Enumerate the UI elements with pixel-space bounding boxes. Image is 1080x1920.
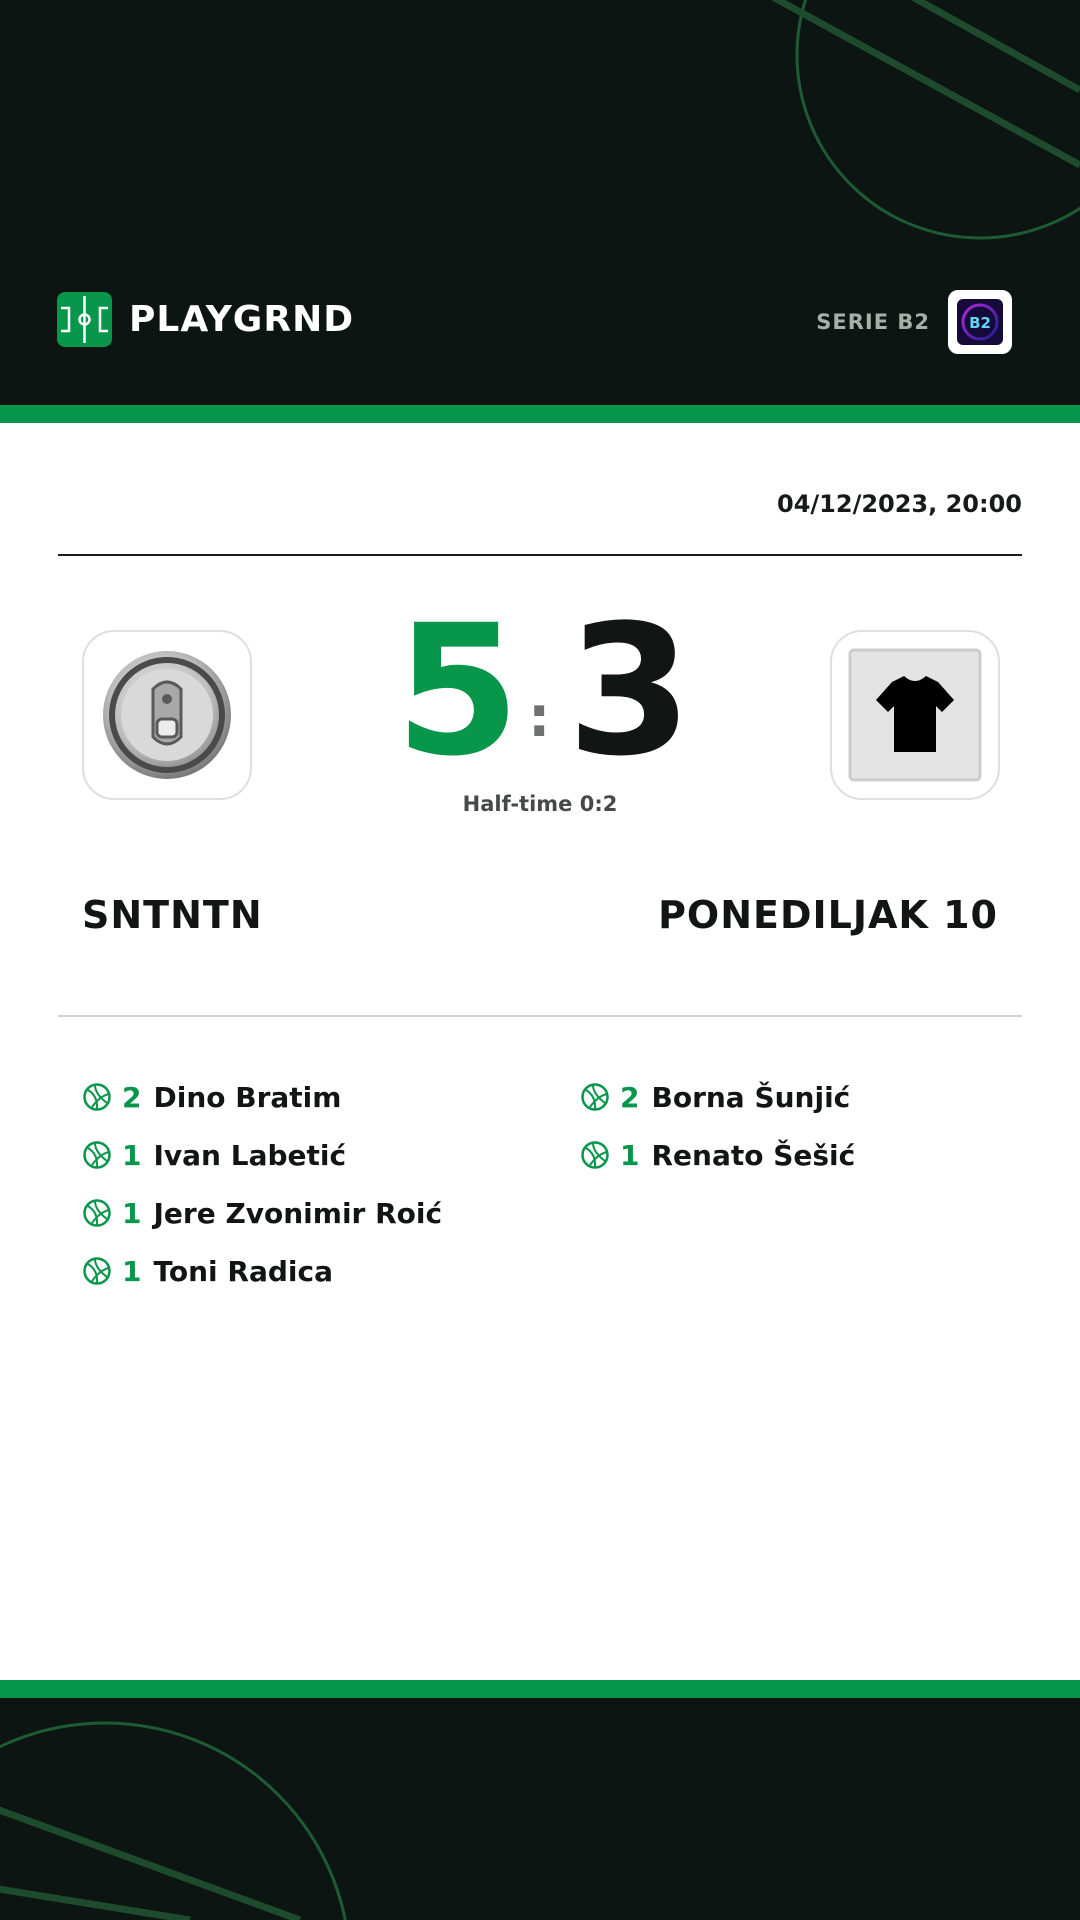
away-scorers-list (580, 1068, 855, 1184)
home-scorers-list (82, 1068, 442, 1300)
scorer-row (82, 1126, 442, 1184)
ball-icon (82, 1198, 112, 1228)
league-badge (948, 290, 1012, 354)
shirt-logo-icon (848, 648, 982, 782)
scorer-name: Toni Radica (153, 1254, 333, 1288)
divider (58, 554, 1022, 556)
brand-name: PLAYGRND (129, 298, 355, 340)
goal-count: 2 (620, 1080, 640, 1114)
scorer-name: Dino Bratim (153, 1080, 342, 1114)
league-logo-icon (957, 299, 1003, 345)
goal-count: 1 (620, 1138, 640, 1172)
league-name: SERIE B2 (816, 310, 930, 334)
ball-icon (580, 1082, 610, 1112)
header-banner (0, 0, 1080, 405)
accent-stripe-top (0, 405, 1080, 423)
scorer-name: Renato Šešić (651, 1138, 856, 1172)
can-tab-logo-icon (101, 649, 233, 781)
brand (57, 290, 354, 348)
goal-count: 1 (122, 1254, 142, 1288)
scorer-row (82, 1068, 442, 1126)
scorer-row (580, 1126, 855, 1184)
scorer-name: Ivan Labetić (153, 1138, 347, 1172)
away-team-name: PONEDILJAK 10 (658, 893, 998, 937)
away-score: 3 (567, 587, 693, 796)
scorer-name: Jere Zvonimir Roić (153, 1196, 443, 1230)
ball-icon (82, 1082, 112, 1112)
league-badge-text: B2 (969, 314, 991, 332)
match-datetime: 04/12/2023, 20:00 (777, 490, 1022, 518)
home-score: 5 (395, 587, 521, 796)
scorer-row (82, 1184, 442, 1242)
home-team-name: SNTNTN (82, 893, 263, 937)
scorer-row (580, 1068, 855, 1126)
goal-count: 2 (122, 1080, 142, 1114)
ball-icon (580, 1140, 610, 1170)
accent-stripe-bottom (0, 1680, 1080, 1698)
pitch-icon (57, 292, 112, 347)
pitch-lines-decoration (0, 1698, 1080, 1920)
divider-light (58, 1015, 1022, 1017)
goal-count: 1 (122, 1138, 142, 1172)
footer-banner (0, 1698, 1080, 1920)
away-team-logo (830, 630, 1000, 800)
goal-count: 1 (122, 1196, 142, 1230)
ball-icon (82, 1256, 112, 1286)
home-team-logo (82, 630, 252, 800)
league (816, 290, 1012, 354)
scorer-name: Borna Šunjić (651, 1080, 851, 1114)
halftime-score: Half-time 0:2 (462, 792, 618, 816)
ball-icon (82, 1140, 112, 1170)
scorer-row (82, 1242, 442, 1300)
score-separator: : (528, 685, 551, 750)
